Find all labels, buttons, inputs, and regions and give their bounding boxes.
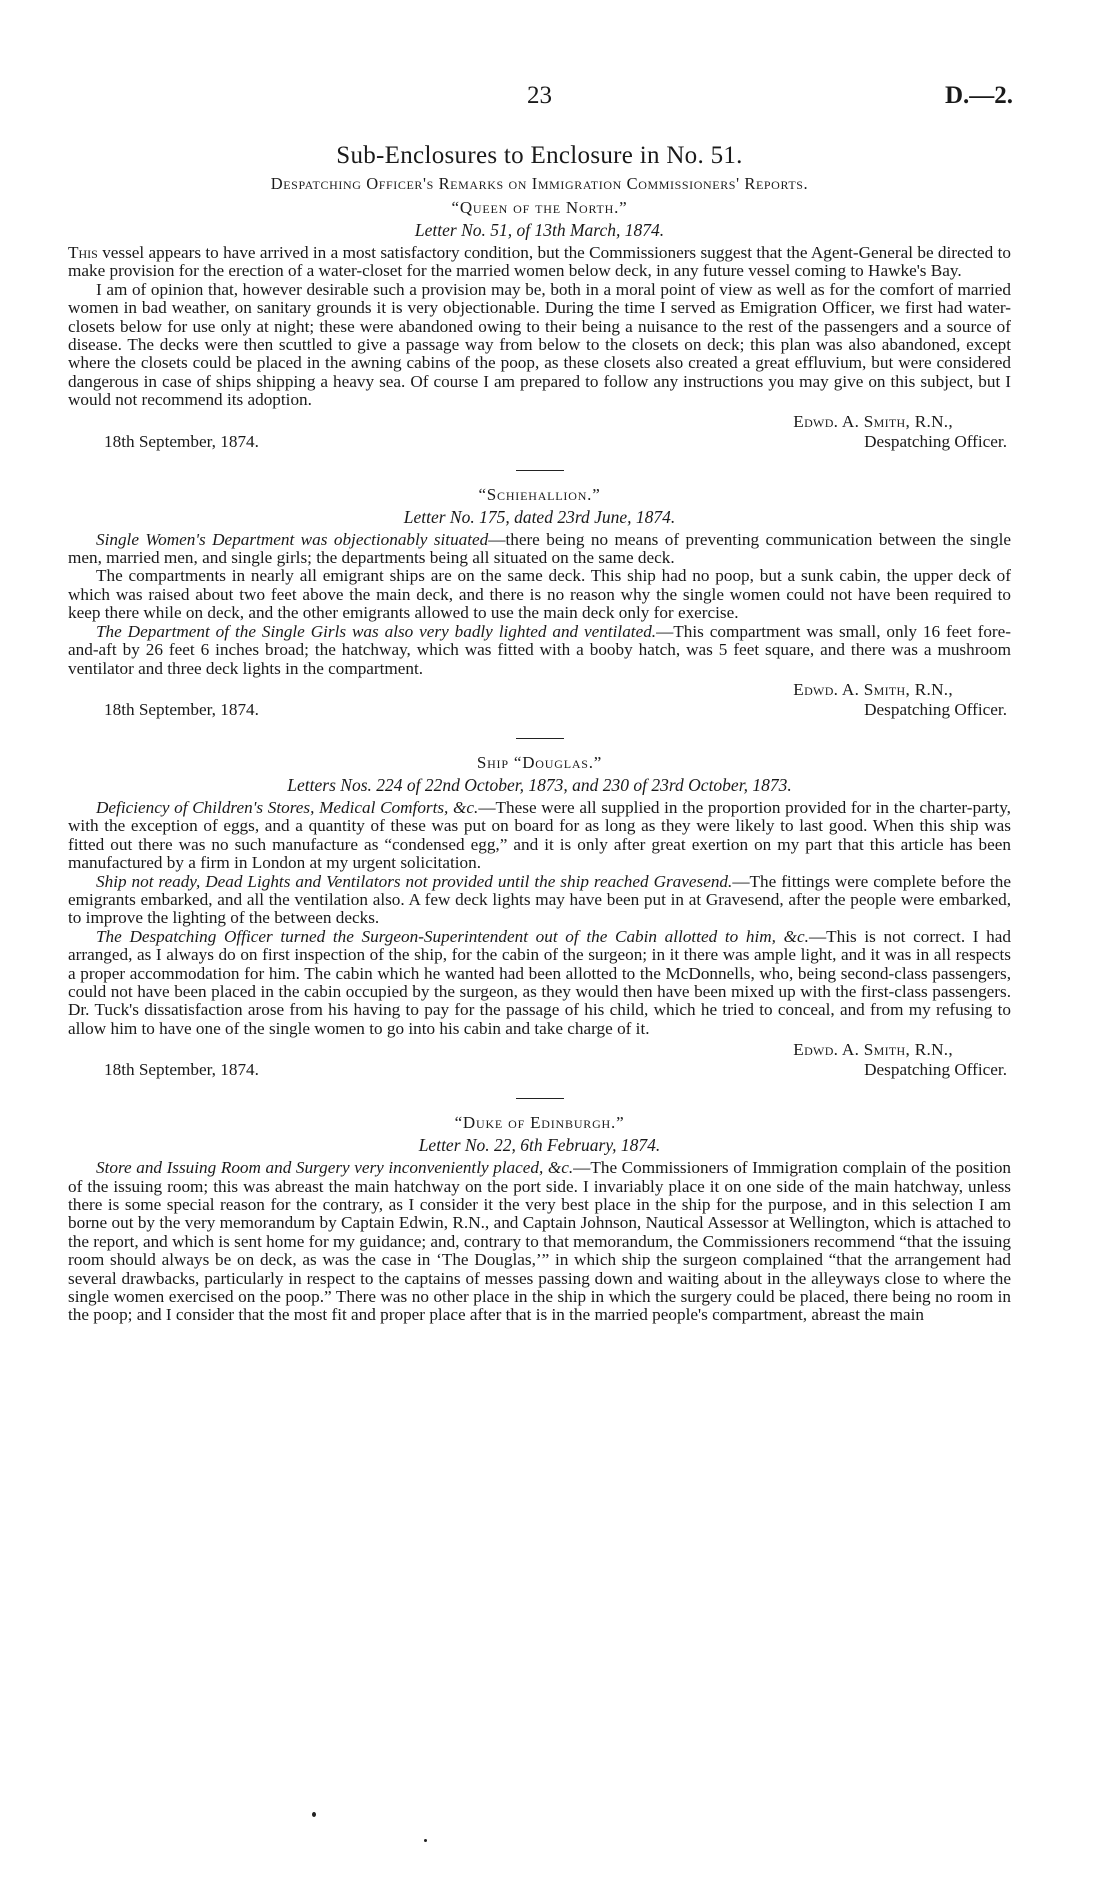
paragraph-heading: The Department of the Single Girls was also very badly lighted and ventilated. (96, 621, 657, 641)
paragraph (68, 244, 1011, 281)
section-duke-of-edinburgh (68, 1113, 1011, 1325)
section-divider (516, 470, 564, 471)
paragraph-heading: Ship not ready, Dead Lights and Ventilators not provided until the ship reached Gravesend. (96, 871, 733, 891)
letter-reference: Letter No. 51, of 13th March, 1874. (414, 220, 665, 240)
paragraph-heading: Deficiency of Children's Stores, Medical Comforts, &c. (96, 797, 479, 817)
signatory-role: Despatching Officer. (864, 431, 1007, 451)
ship-title: Ship “Douglas.” (476, 752, 603, 772)
paragraph (68, 799, 1011, 873)
paragraph-text: —This compartment was small, only 16 feet fore-and-aft by 26 feet 6 inches broad; the hatchway, which was fitted with a booby hatch, was 5 feet square, and there was a mushroom ventilator and three deck lights in the compartment. (68, 621, 1011, 678)
paragraph (68, 281, 1011, 410)
document-reference: D.—2. (944, 82, 1013, 109)
paragraph-text: —The fittings were complete before the emigrants embarked, and all the ventilation also. A few deck lights may have been put in at Gravesend, after the people were embarked, to improve the lighting of the between decks. (68, 871, 1011, 928)
ink-speck (424, 1839, 427, 1842)
signature-block (68, 680, 1011, 722)
page-title: Sub-Enclosures to Enclosure in No. 51. (336, 142, 743, 169)
page-number: 23 (527, 82, 552, 109)
paragraph (68, 1159, 1011, 1325)
signature-date: 18th September, 1874. (104, 1060, 259, 1080)
letter-reference: Letter No. 22, 6th February, 1874. (418, 1135, 661, 1156)
ship-title: “Queen of the North.” (451, 198, 628, 217)
paragraph-text: The compartments in nearly all emigrant ships are on the same deck. This ship had no poop, but a sunk cabin, the upper deck of which was raised about two feet above the main deck, and there is no reason why the single women could not have been required to keep there while on deck, and the other emigrants allowed to use the main deck only for exercise. (68, 566, 1011, 623)
paragraph-heading: Store and Issuing Room and Surgery very inconveniently placed, &c. (96, 1158, 574, 1178)
section-divider (516, 1098, 564, 1099)
paragraph (68, 928, 1011, 1038)
paragraph-text: —The Commissioners of Immigration complain of the position of the issuing room; this was abreast the main hatchway on the port side. I invariably place it on one side of the main hatchway, unless there is some special reason for the contrary, as I consider it the very best place in the ship for the purpose, and in this selection I am borne out by the very memorandum by Captain Edwin, R.N., and Captain Johnson, Nautical Assessor at Wellington, which is attached to the report, and which is sent home for my guidance; and, contrary to that memorandum, the Commissioners recommend “that the issuing room should always be on deck, as was the case in ‘The Douglas,’” in which ship the surgeon complained “that the arrangement had several drawbacks, particularly in respect to the captains of messes passing down and waiting about in the alleyways close to where the single women exercised on the poop.” There was no other place in the ship in which the surgery could be placed, there being no room in the poop; and I consider that the most fit and proper place after that is in the married people's compartment, abreast the main (68, 1158, 1012, 1325)
paragraph-text: vessel appears to have arrived in a most satisfactory condition, but the Commissioners suggest that the Agent-General be directed to make provision for the erection of a water-closet for the married women below deck, in any future vessel coming to Hawke's Bay. (68, 243, 1011, 281)
signature-date: 18th September, 1874. (104, 699, 259, 719)
page-subtitle: Despatching Officer's Remarks on Immigration Commissioners' Reports. (270, 174, 809, 193)
paragraph-heading: The Despatching Officer turned the Surgeon-Superintendent out of the Cabin allotted to him, &c. (96, 926, 809, 946)
signatory-name: Edwd. A. Smith, R.N., (793, 679, 953, 699)
lead-word: This (68, 243, 98, 262)
letter-reference: Letter No. 175, dated 23rd June, 1874. (403, 506, 676, 527)
paragraph (68, 531, 1011, 568)
signatory-role: Despatching Officer. (864, 699, 1007, 719)
section-divider (516, 738, 564, 739)
signatory-name: Edwd. A. Smith, R.N., (793, 411, 953, 431)
letter-reference: Letters Nos. 224 of 22nd October, 1873, and 230 of 23rd October, 1873. (287, 774, 792, 795)
section-queen-of-the-north (68, 198, 1011, 454)
paragraph (68, 567, 1011, 622)
signature-block (68, 412, 1011, 454)
ship-title: “Schiehallion.” (478, 484, 601, 504)
signature-block (68, 1040, 1011, 1082)
section-schiehallion (68, 485, 1011, 722)
paragraph-text: —there being no means of preventing communication between the single men, married men, and single girls; the departments being all situated on the same deck. (68, 529, 1011, 568)
paragraph-text: —This is not correct. I had arranged, as I always do on first inspection of the ship, for the cabin of the surgeon; in it there was ample light, and it was in all respects a proper accommodation for him. The cabin which he wanted had been allotted to the McDonnells, who, being second-class passengers, could not have been placed in the cabin occupied by the surgeon, as they would then have been mixed up with the first-class passengers. Dr. Tuck's dissatisfaction arose from his having to pay for the passage of his child, which he tried to conceal, and from my refusing to allow him to have one of the single women to go into his cabin and take charge of it. (68, 926, 1011, 1038)
running-head (68, 82, 1011, 122)
paragraph (68, 873, 1011, 928)
signatory-name: Edwd. A. Smith, R.N., (793, 1040, 953, 1060)
signatory-role: Despatching Officer. (864, 1060, 1007, 1080)
ship-title: “Duke of Edinburgh.” (454, 1113, 625, 1133)
paragraph-text: I am of opinion that, however desirable such a provision may be, both in a moral point of view as well as for the comfort of married women in bad weather, on sanitary grounds it is very objectionable. During the time I served as Emigration Officer, we first had water-closets below for use only at night; these were abandoned owing to their being a nuisance to the rest of the passengers and a source of disease. The decks were then scuttled to give a passage way from below to the closets on deck; this plan was also abandoned, except where the closets could be placed in the awning cabins of the poop, as these closets also created a great effluvium, but were considered dangerous in case of ships shipping a heavy sea. Of course I am prepared to follow any instructions you may give on this subject, but I would not recommend its adoption. (68, 279, 1011, 410)
paragraph (68, 623, 1011, 678)
ink-speck (312, 1812, 316, 1817)
section-douglas (68, 753, 1011, 1082)
signature-date: 18th September, 1874. (104, 431, 259, 451)
paragraph-heading: Single Women's Department was objectionably situated (96, 529, 489, 549)
paragraph-text: —These were all supplied in the proportion provided for in the charter-party, with the exception of eggs, and a quantity of these was put on board for as long as they were likely to last good. When this ship was fitted out there was no such manufacture as “condensed egg,” and it is only after great exertion on my part that this article has been manufactured by a firm in London at my urgent solicitation. (68, 797, 1011, 873)
